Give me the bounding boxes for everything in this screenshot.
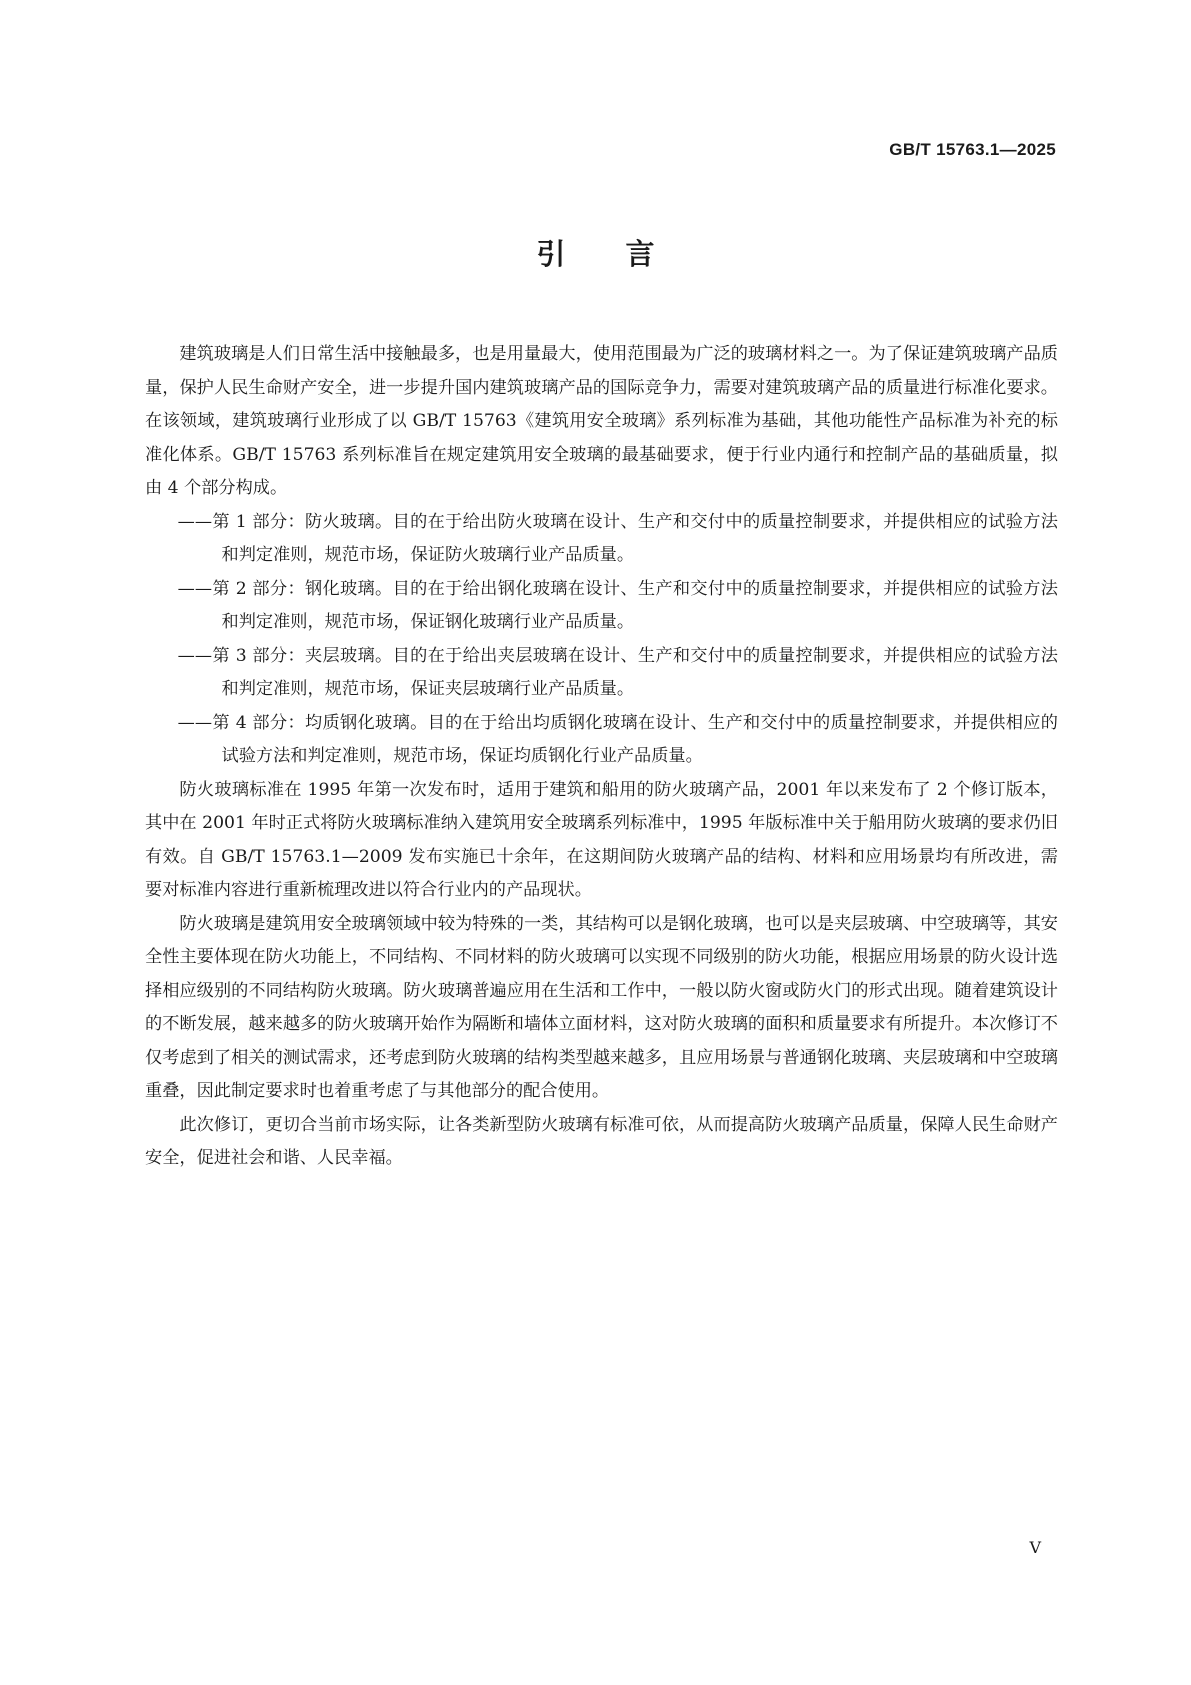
revision-paragraph: 此次修订，更切合当前市场实际，让各类新型防火玻璃有标准可依，从而提高防火玻璃产品质量，保障人民生命财产安全，促进社会和谐、人民幸福。: [145, 1114, 1058, 1168]
fire-glass-paragraph: 防火玻璃是建筑用安全玻璃领域中较为特殊的一类，其结构可以是钢化玻璃，也可以是夹层玻璃、中空玻璃等，其安全性主要体现在防火功能上，不同结构、不同材料的防火玻璃可以实现不同级别的防火功能，根据应用场景的防火设计选择相应级别的不同结构防火玻璃。防火玻璃普遍应用在生活和工作中，一般以防火窗或防火门的形式出现。随着建筑设计的不断发展，越来越多的防火玻璃开始作为隔断和墙体立面材料，这对防火玻璃的面积和质量要求有所提升。本次修订不仅考虑到了相关的测试需求，还考虑到防火玻璃的结构类型越来越多，且应用场景与普通钢化玻璃、夹层玻璃和中空玻璃重叠，因此制定要求时也着重考虑了与其他部分的配合使用。: [145, 913, 1058, 1101]
standard-code: GB/T 15763.1—2025: [889, 140, 1056, 159]
history-paragraph: 防火玻璃标准在 1995 年第一次发布时，适用于建筑和船用的防火玻璃产品，2001 年以来发布了 2 个修订版本，其中在 2001 年时正式将防火玻璃标准纳入建筑用安全玻璃系列标准中，1995 年版标准中关于船用防火玻璃的要求仍旧有效。自 GB/T 15763.1—2009 发布实施已十余年，在这期间防火玻璃产品的结构、材料和应用场景均有所改进，需要对标准内容进行重新梳理改进以符合行业内的产品现状。: [145, 779, 1058, 900]
list-item-part-4: ——第 4 部分：均质钢化玻璃。目的在于给出均质钢化玻璃在设计、生产和交付中的质量控制要求，并提供相应的试验方法和判定准则，规范市场，保证均质钢化行业产品质量。: [177, 712, 1058, 766]
intro-paragraph: 建筑玻璃是人们日常生活中接触最多，也是用量最大，使用范围最为广泛的玻璃材料之一。为了保证建筑玻璃产品质量，保护人民生命财产安全，进一步提升国内建筑玻璃产品的国际竞争力，需要对建筑玻璃产品的质量进行标准化要求。在该领域，建筑玻璃行业形成了以 GB/T 15763《建筑用安全玻璃》系列标准为基础，其他功能性产品标准为补充的标准化体系。GB/T 15763 系列标准旨在规定建筑用安全玻璃的最基础要求，便于行业内通行和控制产品的基础质量，拟由 4 个部分构成。: [145, 344, 1058, 498]
page-title: 引言: [536, 237, 715, 271]
page-number: V: [1029, 1538, 1041, 1557]
list-item-part-2: ——第 2 部分：钢化玻璃。目的在于给出钢化玻璃在设计、生产和交付中的质量控制要求，并提供相应的试验方法和判定准则，规范市场，保证钢化玻璃行业产品质量。: [177, 578, 1058, 632]
document-body: [145, 338, 1058, 1176]
list-item-part-3: ——第 3 部分：夹层玻璃。目的在于给出夹层玻璃在设计、生产和交付中的质量控制要求，并提供相应的试验方法和判定准则，规范市场，保证夹层玻璃行业产品质量。: [177, 645, 1058, 699]
list-item-part-1: ——第 1 部分：防火玻璃。目的在于给出防火玻璃在设计、生产和交付中的质量控制要求，并提供相应的试验方法和判定准则，规范市场，保证防火玻璃行业产品质量。: [177, 511, 1058, 565]
